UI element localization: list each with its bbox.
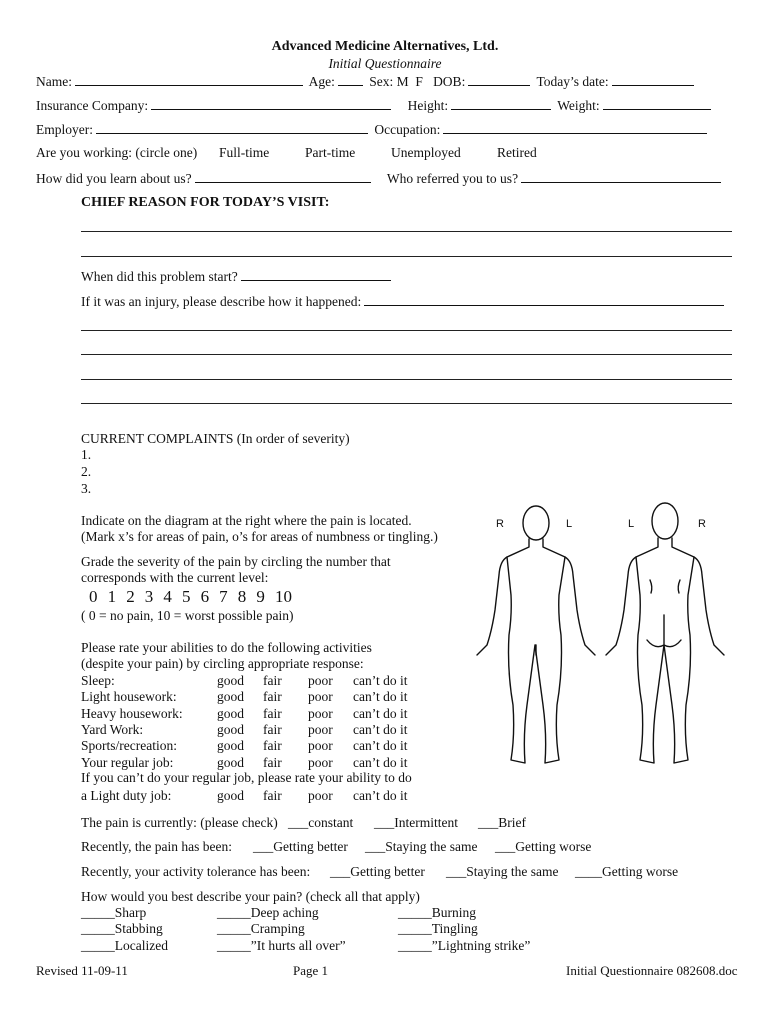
describe-burning[interactable]: _____Burning — [398, 905, 477, 920]
working-option-retired[interactable]: Retired — [497, 145, 537, 160]
rate-good[interactable]: good — [217, 755, 244, 770]
form-title: Initial Questionnaire — [328, 56, 442, 71]
employer-field[interactable] — [96, 121, 368, 134]
severity-line-2: corresponds with the current level: — [81, 570, 269, 585]
describe-hurts-all-over[interactable]: _____”It hurts all over” — [217, 938, 346, 953]
referred-label: Who referred you to us? — [386, 171, 519, 186]
pain-current-constant[interactable]: ___constant — [288, 815, 354, 830]
abilities-intro-2: (despite your pain) by circling appropriate response: — [81, 656, 364, 671]
rate-poor[interactable]: poor — [308, 722, 333, 737]
rate-fair[interactable]: fair — [263, 673, 282, 688]
injury-field[interactable] — [364, 293, 724, 306]
severity-scale — [89, 588, 294, 605]
activity-tolerance-q: Recently, your activity tolerance has been: — [81, 864, 311, 879]
front-body-figure[interactable] — [477, 506, 595, 763]
severity-8[interactable]: 8 — [237, 587, 247, 606]
chief-reason-line-1[interactable] — [81, 231, 732, 232]
rate-fair[interactable]: fair — [263, 788, 282, 803]
pain-current-intermittent[interactable]: ___Intermittent — [374, 815, 458, 830]
pain-recent-q: Recently, the pain has been: — [81, 839, 232, 854]
ability-label: Yard Work: — [81, 722, 144, 737]
ability-row-light-duty — [81, 788, 441, 804]
body-diagram[interactable] — [465, 495, 730, 775]
referred-field[interactable] — [521, 170, 721, 183]
pain-current-brief[interactable]: ___Brief — [478, 815, 526, 830]
back-label-r: R — [698, 518, 706, 530]
ability-row-heavy-housework — [81, 706, 441, 722]
occupation-field[interactable] — [443, 121, 707, 134]
rate-cant[interactable]: can’t do it — [353, 788, 408, 803]
rate-cant[interactable]: can’t do it — [353, 755, 408, 770]
describe-tingling[interactable]: _____Tingling — [398, 921, 478, 936]
rate-cant[interactable]: can’t do it — [353, 722, 408, 737]
complaints-heading: CURRENT COMPLAINTS (In order of severity) — [81, 431, 350, 446]
severity-3[interactable]: 3 — [144, 587, 154, 606]
sex-m-option[interactable]: M — [396, 74, 409, 89]
injury-line-2[interactable] — [81, 354, 732, 355]
front-torso-arms — [477, 539, 595, 655]
injury-line-1[interactable] — [81, 330, 732, 331]
rate-fair[interactable]: fair — [263, 755, 282, 770]
complaint-item-1[interactable]: 1. — [81, 447, 92, 462]
diagram-instruction-2: (Mark x’s for areas of pain, o’s for areas of numbness or tingling.) — [81, 529, 438, 544]
rate-poor[interactable]: poor — [308, 706, 333, 721]
chief-reason-heading: CHIEF REASON FOR TODAY’S VISIT: — [81, 195, 330, 210]
todays-date-label: Today’s date: — [536, 74, 609, 89]
chief-reason-line-2[interactable] — [81, 256, 732, 257]
activity-tolerance-same[interactable]: ___Staying the same — [446, 864, 559, 879]
start-field[interactable] — [241, 268, 391, 281]
working-option-unemployed[interactable]: Unemployed — [391, 145, 461, 160]
dob-label: DOB: — [433, 74, 466, 89]
describe-sharp[interactable]: _____Sharp — [81, 905, 147, 920]
rate-cant[interactable]: can’t do it — [353, 738, 408, 753]
rate-good[interactable]: good — [217, 722, 244, 737]
rate-poor[interactable]: poor — [308, 738, 333, 753]
diagram-instruction-1: Indicate on the diagram at the right where the pain is located. — [81, 513, 412, 528]
front-head — [523, 506, 549, 540]
complaint-item-3[interactable]: 3. — [81, 481, 92, 496]
rate-good[interactable]: good — [217, 673, 244, 688]
activity-tolerance-better[interactable]: ___Getting better — [330, 864, 425, 879]
height-field[interactable] — [451, 97, 551, 110]
ability-label: Your regular job: — [81, 755, 174, 770]
name-field[interactable] — [75, 73, 303, 86]
age-field[interactable] — [338, 73, 363, 86]
rate-good[interactable]: good — [217, 738, 244, 753]
severity-legend: ( 0 = no pain, 10 = worst possible pain) — [81, 608, 294, 623]
severity-2[interactable]: 2 — [126, 587, 135, 606]
ability-row-sports — [81, 738, 441, 754]
severity-5[interactable]: 5 — [181, 587, 191, 606]
rate-fair[interactable]: fair — [263, 738, 282, 753]
describe-cramping[interactable]: _____Cramping — [217, 921, 305, 936]
back-shoulder-blades — [650, 580, 680, 593]
severity-0[interactable]: 0 — [89, 587, 98, 606]
employer-label: Employer: — [36, 122, 93, 137]
describe-q: How would you best describe your pain? (check all that apply) — [81, 889, 420, 904]
light-duty-line-1: If you can’t do your regular job, please rate your ability to do — [81, 770, 412, 785]
abilities-intro-1: Please rate your abilities to do the following activities — [81, 640, 372, 655]
front-trunk-legs — [507, 557, 565, 763]
rate-cant[interactable]: can’t do it — [353, 673, 408, 688]
rate-poor[interactable]: poor — [308, 755, 333, 770]
company-name: Advanced Medicine Alternatives, Ltd. — [271, 39, 499, 54]
severity-9[interactable]: 9 — [256, 587, 265, 606]
learn-row — [36, 170, 724, 186]
footer-page: Page 1 — [293, 963, 329, 978]
rate-fair[interactable]: fair — [263, 689, 282, 704]
describe-localized[interactable]: _____Localized — [81, 938, 168, 953]
injury-row — [81, 293, 727, 309]
ability-label: Sleep: — [81, 673, 115, 688]
rate-good[interactable]: good — [217, 689, 244, 704]
pain-recent-worse[interactable]: ___Getting worse — [495, 839, 592, 854]
dob-field[interactable] — [468, 73, 530, 86]
age-label: Age: — [308, 74, 335, 89]
pain-current-q: The pain is currently: (please check) — [81, 815, 278, 830]
severity-line-1: Grade the severity of the pain by circling the number that — [81, 554, 391, 569]
rate-fair[interactable]: fair — [263, 706, 282, 721]
severity-1[interactable]: 1 — [107, 587, 117, 606]
describe-stabbing[interactable]: _____Stabbing — [81, 921, 163, 936]
start-label: When did this problem start? — [81, 269, 238, 284]
ability-row-sleep — [81, 673, 441, 689]
learn-field[interactable] — [195, 170, 371, 183]
pain-recent-same[interactable]: ___Staying the same — [365, 839, 478, 854]
ability-row-regular-job — [81, 755, 441, 771]
front-label-l: L — [566, 518, 573, 530]
complaint-item-2[interactable]: 2. — [81, 464, 92, 479]
name-row — [36, 73, 697, 89]
employer-row — [36, 121, 710, 137]
severity-6[interactable]: 6 — [200, 587, 210, 606]
sex-label: Sex: — [369, 74, 394, 89]
ability-row-yard-work — [81, 722, 441, 738]
todays-date-field[interactable] — [612, 73, 694, 86]
weight-field[interactable] — [603, 97, 711, 110]
ability-row-light-housework — [81, 689, 441, 705]
name-label: Name: — [36, 74, 72, 89]
ability-label: Heavy housework: — [81, 706, 183, 721]
rate-poor[interactable]: poor — [308, 673, 333, 688]
learn-label: How did you learn about us? — [36, 171, 192, 186]
back-spine-buttocks — [647, 615, 681, 647]
severity-7[interactable]: 7 — [219, 587, 228, 606]
ability-label: a Light duty job: — [81, 788, 172, 803]
injury-line-3[interactable] — [81, 379, 732, 380]
working-q: Are you working: (circle one) — [36, 145, 198, 160]
injury-label: If it was an injury, please describe how it happened: — [81, 294, 362, 309]
front-label-r: R — [496, 518, 504, 530]
rate-good[interactable]: good — [217, 706, 244, 721]
working-option-fulltime[interactable]: Full-time — [219, 145, 270, 160]
back-head — [652, 503, 678, 539]
sex-f-option[interactable]: F — [415, 74, 423, 89]
rate-poor[interactable]: poor — [308, 788, 333, 803]
back-torso-arms — [606, 538, 724, 655]
back-trunk-legs — [636, 557, 694, 763]
injury-line-4[interactable] — [81, 403, 732, 404]
ability-label: Light housework: — [81, 689, 177, 704]
rate-good[interactable]: good — [217, 788, 244, 803]
insurance-label: Insurance Company: — [36, 98, 149, 113]
start-row — [81, 268, 394, 284]
rate-cant[interactable]: can’t do it — [353, 706, 408, 721]
describe-deep-aching[interactable]: _____Deep aching — [217, 905, 319, 920]
describe-lightning[interactable]: _____”Lightning strike” — [398, 938, 531, 953]
rate-fair[interactable]: fair — [263, 722, 282, 737]
back-body-figure[interactable] — [606, 503, 724, 763]
activity-tolerance-worse[interactable]: ____Getting worse — [575, 864, 679, 879]
ability-label: Sports/recreation: — [81, 738, 177, 753]
rate-poor[interactable]: poor — [308, 689, 333, 704]
severity-10[interactable]: 10 — [274, 587, 292, 606]
occupation-label: Occupation: — [374, 122, 441, 137]
insurance-field[interactable] — [151, 97, 391, 110]
footer-doc: Initial Questionnaire 082608.doc — [566, 963, 738, 978]
rate-cant[interactable]: can’t do it — [353, 689, 408, 704]
working-option-parttime[interactable]: Part-time — [305, 145, 356, 160]
pain-recent-better[interactable]: ___Getting better — [253, 839, 348, 854]
weight-label: Weight: — [557, 98, 600, 113]
insurance-row — [36, 97, 714, 113]
footer-revised: Revised 11-09-11 — [36, 963, 128, 978]
height-label: Height: — [407, 98, 449, 113]
back-label-l: L — [628, 518, 635, 530]
severity-4[interactable]: 4 — [163, 587, 172, 606]
